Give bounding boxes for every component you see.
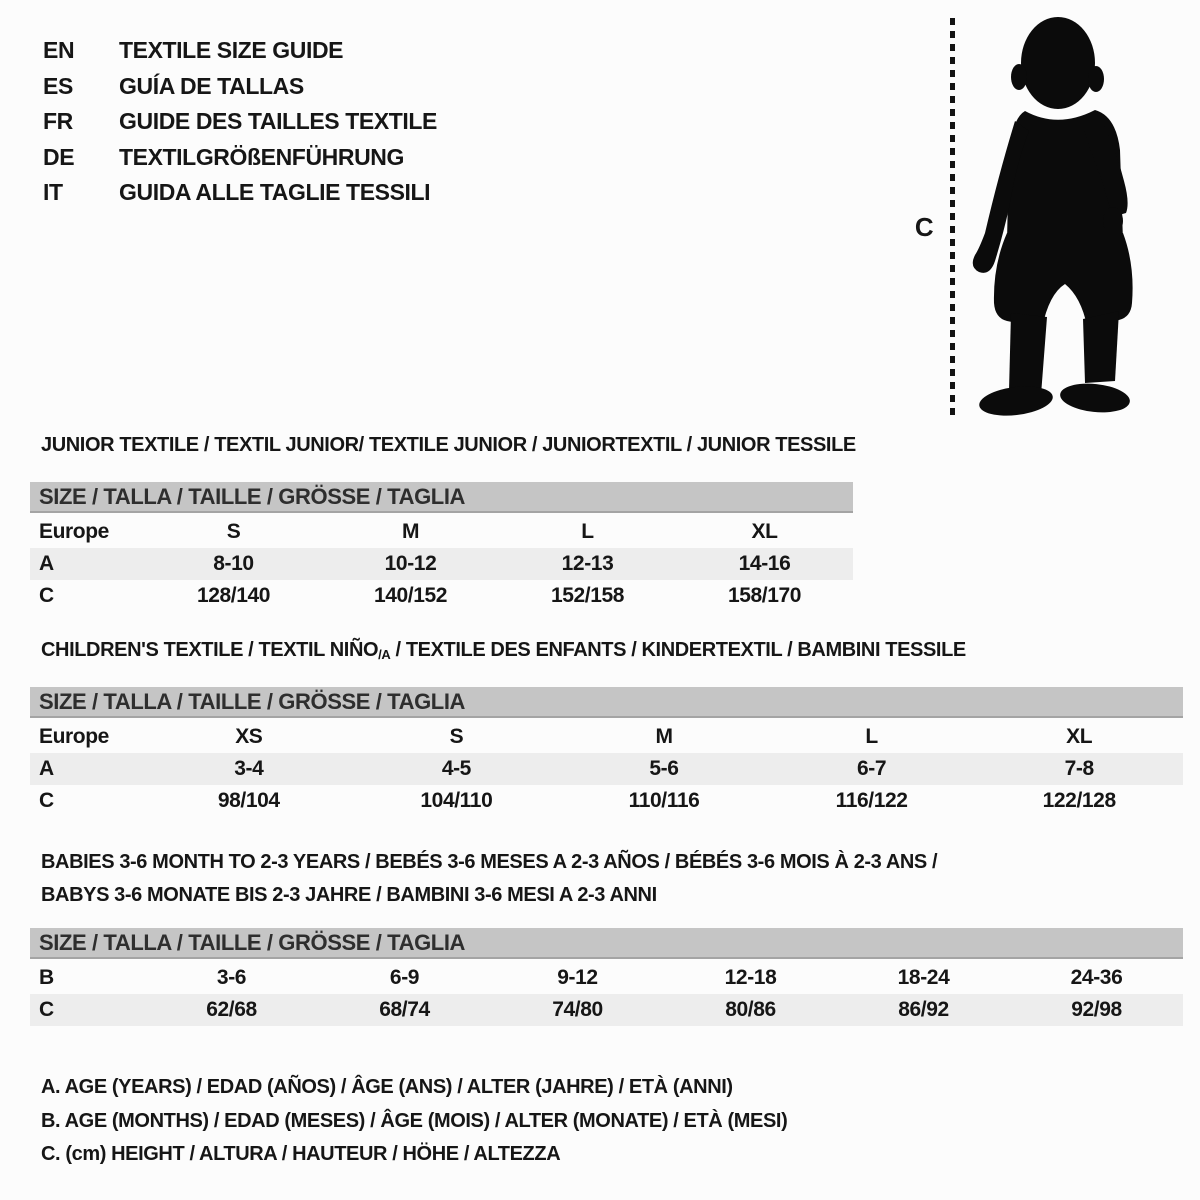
junior-table-body <box>30 516 853 612</box>
legend-line-a: A. AGE (YEARS) / EDAD (AÑOS) / ÂGE (ANS) / ALTER (JAHRE) / ETÀ (ANNI) <box>41 1076 733 1098</box>
toddler-silhouette-icon <box>963 15 1138 420</box>
table-cell: XS <box>235 725 263 748</box>
table-cell: 116/122 <box>835 789 908 812</box>
language-code: IT <box>43 179 63 206</box>
row-label: A <box>39 757 54 780</box>
language-row-it <box>43 175 437 211</box>
table-cell: 6-7 <box>857 757 887 780</box>
children-section-heading <box>41 639 966 662</box>
table-cell: 12-13 <box>561 552 614 575</box>
table-cell: M <box>655 725 673 748</box>
babies-table-header: SIZE / TALLA / TAILLE / GRÖSSE / TAGLIA <box>30 928 1183 959</box>
table-cell: 122/128 <box>1042 789 1116 812</box>
row-label: A <box>39 552 54 575</box>
table-cell: 24-36 <box>1070 966 1123 989</box>
language-row-es <box>43 69 437 105</box>
children-table-body <box>30 721 1183 817</box>
babies-heading-line2: BABYS 3-6 MONATE BIS 2-3 JAHRE / BAMBINI 3-6 MESI A 2-3 ANNI <box>41 884 657 906</box>
babies-table-body <box>30 962 1183 1026</box>
row-label: C <box>39 789 54 812</box>
table-cell: 128/140 <box>196 584 271 607</box>
babies-section-heading <box>41 846 937 912</box>
table-row-height <box>30 785 1183 817</box>
table-row-age <box>30 753 1183 785</box>
children-size-table <box>30 687 1183 817</box>
row-label: B <box>39 966 54 989</box>
language-code: FR <box>43 108 73 135</box>
table-row-age-months <box>30 962 1183 994</box>
table-cell: 152/158 <box>550 584 625 607</box>
table-cell: 110/116 <box>628 789 700 812</box>
row-label: Europe <box>39 725 109 748</box>
height-measure-dashed-line <box>950 18 955 416</box>
language-row-fr <box>43 104 437 140</box>
language-code: EN <box>43 37 75 63</box>
language-row-en <box>43 33 437 69</box>
language-code: DE <box>43 143 75 170</box>
table-cell: 10-12 <box>384 552 437 575</box>
row-label: C <box>39 998 54 1021</box>
table-cell: S <box>449 725 464 748</box>
table-cell: 3-4 <box>234 757 264 780</box>
table-cell: 12-18 <box>724 966 777 989</box>
table-cell: 3-6 <box>216 966 247 989</box>
table-cell: 74/80 <box>552 998 603 1021</box>
table-row-age <box>30 548 853 580</box>
table-cell: 158/170 <box>727 584 802 607</box>
language-code: ES <box>43 72 73 99</box>
table-cell: 86/92 <box>898 998 949 1021</box>
table-cell: 68/74 <box>379 998 430 1021</box>
legend-line-c: C. (cm) HEIGHT / ALTURA / HAUTEUR / HÖHE / ALTEZZA <box>41 1143 561 1165</box>
language-row-de <box>43 140 437 176</box>
language-title: GUÍA DE TALLAS <box>119 72 304 99</box>
table-cell: 104/110 <box>420 789 493 812</box>
table-cell: 5-6 <box>649 757 679 780</box>
table-cell: 8-10 <box>213 552 254 575</box>
table-cell: 14-16 <box>738 552 791 575</box>
babies-heading-line1: BABIES 3-6 MONTH TO 2-3 YEARS / BEBÉS 3-6 MESES A 2-3 AÑOS / BÉBÉS 3-6 MOIS À 2-3 ANS / <box>41 851 938 873</box>
language-title: TEXTILE SIZE GUIDE <box>119 37 344 63</box>
table-cell: 9-12 <box>557 966 598 989</box>
children-heading-suffix: / TEXTILE DES ENFANTS / KINDERTEXTIL / BAMBINI TESSILE <box>390 639 966 661</box>
table-cell: L <box>581 520 594 543</box>
table-row-height <box>30 994 1183 1026</box>
language-title: TEXTILGRÖßENFÜHRUNG <box>119 143 404 170</box>
table-cell: 80/86 <box>725 998 776 1021</box>
table-cell: S <box>226 520 241 543</box>
table-row-height <box>30 580 853 612</box>
children-table-header: SIZE / TALLA / TAILLE / GRÖSSE / TAGLIA <box>30 687 1183 718</box>
junior-size-table <box>30 482 853 612</box>
row-label: Europe <box>39 520 109 543</box>
measurement-legend <box>41 1071 787 1172</box>
table-cell: 98/104 <box>217 789 280 812</box>
table-cell: L <box>865 725 878 748</box>
language-title: GUIDE DES TAILLES TEXTILE <box>119 108 437 135</box>
table-cell: XL <box>1066 725 1093 748</box>
children-heading-subscript: /A <box>378 647 391 662</box>
table-cell: 140/152 <box>373 584 448 607</box>
table-cell: 62/68 <box>206 998 257 1021</box>
table-cell: 7-8 <box>1064 757 1094 780</box>
table-cell: 4-5 <box>441 757 471 780</box>
table-row-europe <box>30 516 853 548</box>
table-cell: M <box>401 520 420 543</box>
junior-table-header: SIZE / TALLA / TAILLE / GRÖSSE / TAGLIA <box>30 482 853 513</box>
table-row-europe <box>30 721 1183 753</box>
row-label: C <box>39 584 54 607</box>
height-measure-label: C <box>914 212 934 242</box>
junior-section-heading: JUNIOR TEXTILE / TEXTIL JUNIOR/ TEXTILE JUNIOR / JUNIORTEXTIL / JUNIOR TESSILE <box>41 434 856 456</box>
language-title-list <box>43 33 437 211</box>
children-heading-prefix: CHILDREN'S TEXTILE / TEXTIL NIÑO <box>41 639 379 661</box>
table-cell: 18-24 <box>897 966 950 989</box>
table-cell: 6-9 <box>389 966 420 989</box>
babies-size-table <box>30 928 1183 1026</box>
legend-line-b: B. AGE (MONTHS) / EDAD (MESES) / ÂGE (MOIS) / ALTER (MONATE) / ETÀ (MESI) <box>41 1109 788 1132</box>
table-cell: 92/98 <box>1071 998 1122 1021</box>
table-cell: XL <box>751 520 778 543</box>
language-title: GUIDA ALLE TAGLIE TESSILI <box>119 179 431 206</box>
